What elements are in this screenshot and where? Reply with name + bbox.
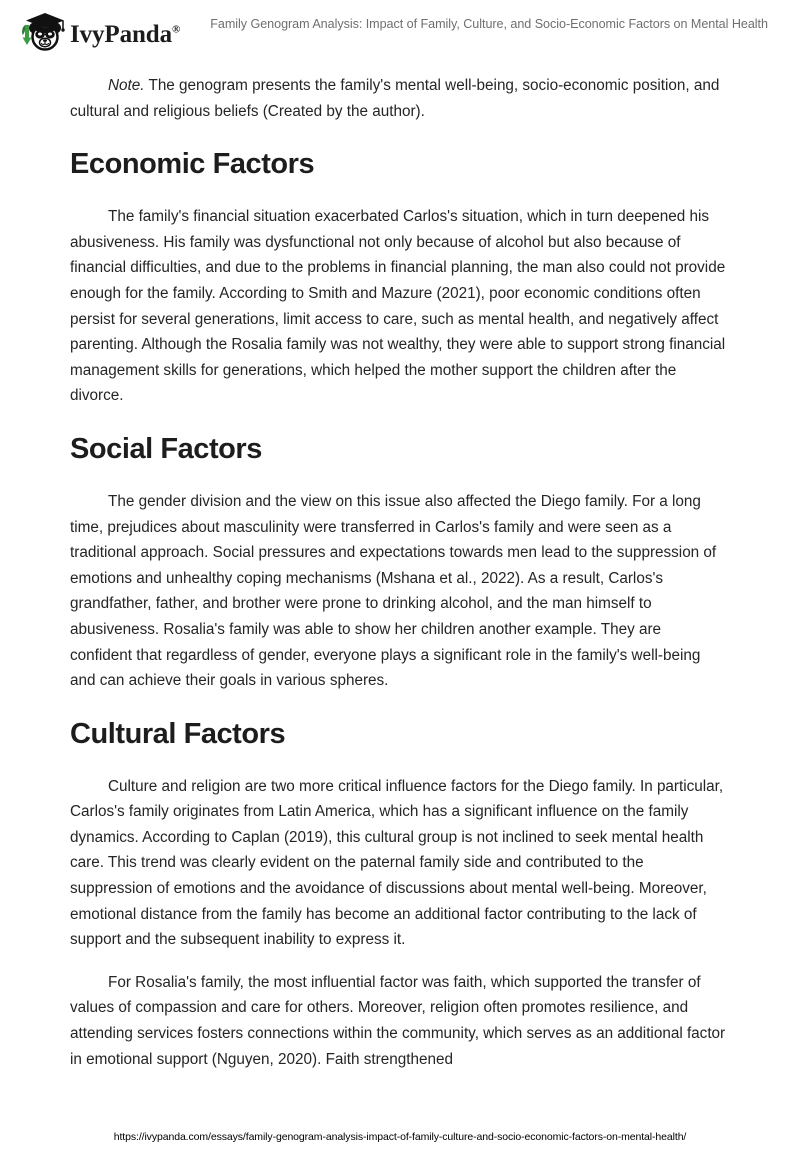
brand-wordmark bbox=[70, 22, 180, 47]
section-heading-cultural-factors: Cultural Factors bbox=[70, 717, 286, 750]
section-heading-economic-factors: Economic Factors bbox=[70, 148, 315, 181]
page-footer bbox=[0, 1114, 800, 1160]
spacer bbox=[70, 751, 727, 774]
spacer bbox=[70, 124, 727, 147]
spacer bbox=[70, 466, 727, 489]
page-header bbox=[0, 0, 800, 62]
document-header-title: Family Genogram Analysis: Impact of Family, Culture, and Socio-Economic Factors on Mental Health bbox=[210, 17, 768, 31]
brand-name-text: IvyPanda bbox=[70, 20, 173, 48]
note-paragraph bbox=[70, 73, 727, 124]
paragraph-economic-1: The family's financial situation exacerbated Carlos's situation, which in turn deepened his abusiveness. His family was dysfunctional not only because of alcohol but also because of financial difficulties, and due to the problems in financial planning, the man also could not provide enough for the family. According to Smith and Mazure (2021), poor economic conditions often persist for several generations, limit access to care, such as mental health, and negatively affect parenting. Although the Rosalia family was not wealthy, they were able to support strong financial management skills for generations, which helped the mother support the children after the divorce. bbox=[70, 208, 726, 405]
panda-graduate-logo-icon bbox=[14, 10, 66, 54]
footer-source-url[interactable]: https://ivypanda.com/essays/family-genogram-analysis-impact-of-family-culture-and-socio-economic-factors-on-mental-health/ bbox=[113, 1131, 687, 1143]
spacer bbox=[70, 181, 727, 204]
note-text: The genogram presents the family's mental well-being, socio-economic position, and cultural and religious beliefs (Created by the author). bbox=[70, 77, 720, 120]
note-label: Note. bbox=[108, 77, 145, 94]
document-content bbox=[0, 62, 800, 1072]
paragraph-cultural-2: For Rosalia's family, the most influential factor was faith, which supported the transfer of values of compassion and care for others. Moreover, religion often promotes resilience, and attending services fosters connections within the community, which serves as an additional factor in emotional support (Nguyen, 2020). Faith strengthened bbox=[70, 973, 726, 1068]
brand-logo[interactable] bbox=[14, 10, 180, 54]
spacer bbox=[70, 694, 727, 717]
spacer bbox=[70, 953, 727, 970]
paragraph-cultural-1: Culture and religion are two more critical influence factors for the Diego family. In particular, Carlos's family originates from Latin America, which has a significant influence on the family dynamics. According to Caplan (2019), this cultural group is not inclined to seek mental health care. This trend was clearly evident on the paternal family side and contributed to the suppression of emotions and the avoidance of discussions about mental well-being. Moreover, emotional distance from the family has become an additional factor contributing to the lack of support and the subsequent inability to express it. bbox=[70, 777, 724, 949]
spacer bbox=[70, 409, 727, 432]
paragraph-social-1: The gender division and the view on this issue also affected the Diego family. For a long time, prejudices about masculinity were transferred in Carlos's family and were seen as a traditional approach. Social pressures and expectations towards men lead to the suppression of emotions and unhealthy coping mechanisms (Mshana et al., 2022). As a result, Carlos's grandfather, father, and brother were prone to drinking alcohol, and the man himself to abusiveness. Rosalia's family was able to show her children another example. They are confident that regardless of gender, everyone plays a significant role in the family's well-being and can achieve their goals in various spheres. bbox=[70, 492, 717, 690]
spacer bbox=[70, 62, 727, 73]
registered-mark: ® bbox=[172, 23, 181, 36]
section-heading-social-factors: Social Factors bbox=[70, 432, 262, 465]
